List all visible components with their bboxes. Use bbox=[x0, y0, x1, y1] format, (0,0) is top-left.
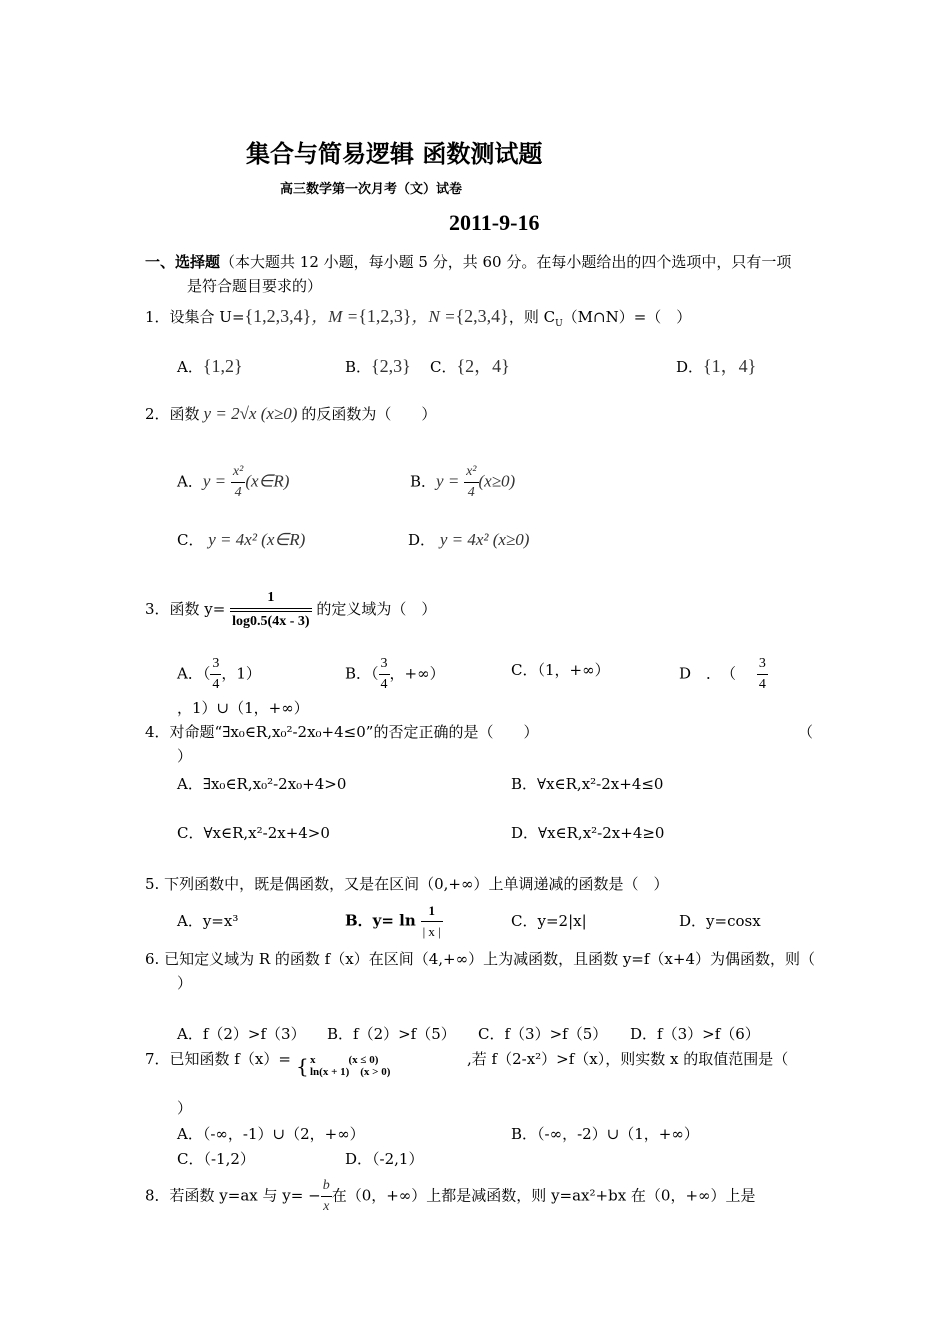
exam-date: 2011-9-16 bbox=[449, 210, 540, 235]
q1-set-u: {1,2,3,4} bbox=[244, 306, 312, 326]
q5-option-d: D．y=cosx bbox=[679, 912, 761, 930]
section-desc-line2: 是符合题目要求的） bbox=[187, 277, 323, 295]
q4-option-d: D．∀x∈R,x²-2x+4≥0 bbox=[511, 824, 665, 842]
q4-paren-close: ） bbox=[177, 747, 193, 765]
q2-option-c: C． y = 4x² (x∈R) bbox=[177, 530, 306, 549]
question-6: 6. 已知定义域为 R 的函数 f（x）在区间（4,+∞）上为减函数，且函数 y=f（x+4）为偶函数，则（ bbox=[145, 950, 816, 968]
q4-option-c: C．∀x∈R,x²-2x+4>0 bbox=[177, 824, 330, 842]
q1-n-label: ，N = bbox=[411, 307, 456, 326]
q1-prefix: 1．设集合 U= bbox=[145, 308, 245, 326]
q5-option-b: B．y= ln $\frac{1}{| x |}$ bbox=[345, 903, 441, 939]
q1-option-d: D．{1，4} bbox=[676, 356, 757, 376]
q4-option-a: A．∃x₀∈R,x₀²-2x₀+4>0 bbox=[177, 775, 347, 793]
q1-set-m: {1,2,3} bbox=[358, 306, 412, 326]
q6-line2: ） bbox=[177, 974, 193, 992]
q7-option-c: C．（-1,2） bbox=[177, 1150, 255, 1168]
q4-paren-right: （ bbox=[798, 723, 814, 741]
question-7: 7．已知函数 f（x）= bbox=[145, 1050, 291, 1068]
q5-option-c: C．y=2|x| bbox=[511, 912, 587, 930]
page-title: 集合与简易逻辑 函数测试题 bbox=[246, 140, 543, 168]
q6-option-b: B．f（2）>f（5） bbox=[327, 1025, 456, 1043]
q7-option-b: B．（-∞，-2）∪（1，+∞） bbox=[511, 1125, 699, 1143]
q3-option-d: D ． （ $\frac{3}{4}$ bbox=[679, 656, 766, 692]
q7-option-a: A．（-∞，-1）∪（2，+∞） bbox=[177, 1125, 365, 1143]
q5-option-a: A．y=x³ bbox=[177, 912, 239, 930]
q2-option-d: D． y = 4x² (x≥0) bbox=[408, 530, 530, 549]
q3-option-c: C．（1，+∞） bbox=[511, 661, 610, 679]
q7-option-d: D．（-2,1） bbox=[345, 1150, 424, 1168]
q7-piecewise: x (x ≤ 0) ln(x + 1) (x > 0) bbox=[310, 1054, 391, 1078]
q1-set-n: {2,3,4} bbox=[455, 306, 509, 326]
q2-option-a: A．y = $\frac{\text{x²}}{4}$ (x∈R) bbox=[177, 464, 290, 500]
q1-m-label: ，M = bbox=[311, 307, 359, 326]
q3-option-b: B．（ $\frac{3}{4}$ ，+∞） bbox=[345, 656, 445, 692]
q3-option-a: A．（ $\frac{3}{4}$ ，1） bbox=[177, 656, 261, 692]
q1-tail-sub: U bbox=[555, 319, 563, 329]
q2-function: y = 2√x (x≥0) bbox=[203, 404, 298, 423]
q6-option-a: A．f（2）>f（3） bbox=[177, 1025, 306, 1043]
q2-option-b: B．y = $\frac{\text{x²}}{4}$ (x≥0) bbox=[410, 464, 516, 500]
q6-option-c: C．f（3）>f（5） bbox=[478, 1025, 608, 1043]
question-8: 8．若函数 y=ax 与 y= − $\frac{b}{x}$ 在（0，+∞）上都是减函数，则 y=ax²+bx 在（0，+∞）上是 bbox=[145, 1178, 756, 1214]
q1-tail: ，则 C bbox=[508, 308, 556, 326]
question-4: 4．对命题“∃x₀∈R,x₀²-2x₀+4≤0”的否定正确的是（ ） bbox=[145, 723, 539, 741]
question-2: 2．函数 y = 2√x (x≥0) 的反函数为（ ） bbox=[145, 404, 437, 423]
section-heading: 一、选择题 bbox=[145, 253, 221, 271]
q4-option-b: B．∀x∈R,x²-2x+4≤0 bbox=[511, 775, 664, 793]
section-desc-line1: （本大题共 12 小题，每小题 5 分，共 60 分。在每小题给出的四个选项中，只有一项 bbox=[220, 253, 792, 271]
q3-option-d-tail: ，1）∪（1，+∞） bbox=[177, 699, 309, 717]
q7-brace-icon: { bbox=[296, 1054, 309, 1078]
q7-line2: ） bbox=[177, 1099, 193, 1117]
page-subtitle: 高三数学第一次月考（文）试卷 bbox=[280, 182, 463, 197]
question-5: 5. 下列函数中，既是偶函数，又是在区间（0,+∞）上单调递减的函数是（ ） bbox=[145, 875, 669, 893]
question-3: 3．函数 y= $\frac{1}{\log 0.5(4x - 3)}$ 的定义域为（ ） bbox=[145, 588, 436, 632]
q7-suffix: ,若 f（2-x²）>f（x），则实数 x 的取值范围是（ bbox=[467, 1050, 789, 1068]
question-1 bbox=[145, 306, 691, 334]
q1-tail2: （M∩N）=（ ） bbox=[562, 308, 692, 326]
section-instructions bbox=[145, 252, 791, 272]
q6-option-d: D．f（3）>f（6） bbox=[630, 1025, 760, 1043]
q1-option-a: A．{1,2} bbox=[177, 356, 243, 376]
q1-option-b: B．{2,3} bbox=[345, 356, 411, 376]
q1-option-c: C．{2，4} bbox=[430, 356, 510, 376]
